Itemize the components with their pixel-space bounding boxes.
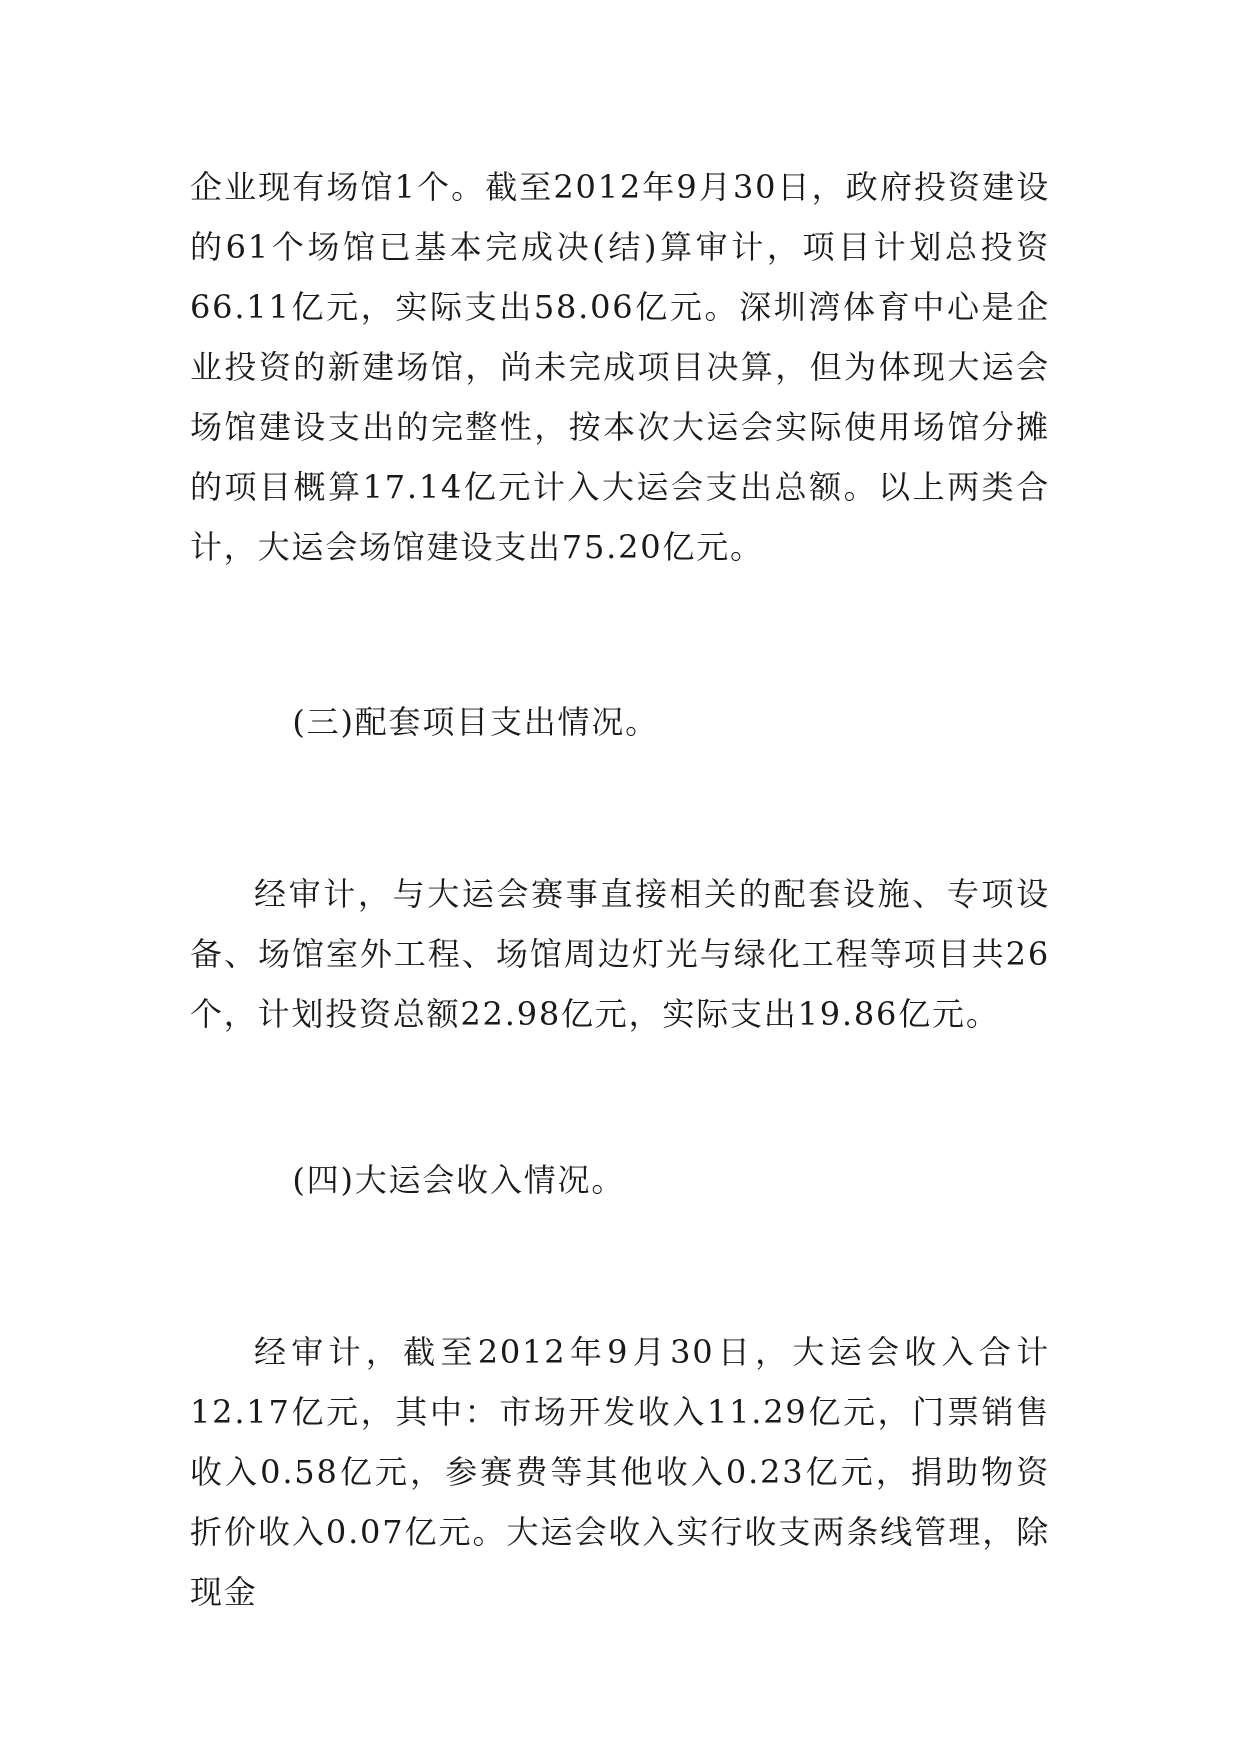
body-paragraph-venue-spending: 企业现有场馆1个。截至2012年9月30日，政府投资建设的61个场馆已基本完成决(结)算审计，项目计划总投资66.11亿元，实际支出58.06亿元。深圳湾体育中心是企业投资的新建场馆，尚未完成项目决算，但为体现大运会场馆建设支出的完整性，按本次大运会实际使用场馆分摊的项目概算17.14亿元计入大运会支出总额。以上两类合计，大运会场馆建设支出75.20亿元。	[190, 168, 1050, 566]
section-heading-supporting-projects: (三)配套项目支出情况。	[292, 703, 659, 741]
section-heading-revenue: (四)大运会收入情况。	[292, 1161, 626, 1199]
body-paragraph-revenue: 经审计，截至2012年9月30日，大运会收入合计12.17亿元，其中：市场开发收入11.29亿元，门票销售收入0.58亿元，参赛费等其他收入0.23亿元，捐助物资折价收入0.07亿元。大运会收入实行收支两条线管理，除现金	[190, 1333, 1050, 1611]
body-paragraph-supporting-projects: 经审计，与大运会赛事直接相关的配套设施、专项设备、场馆室外工程、场馆周边灯光与绿化工程等项目共26个，计划投资总额22.98亿元，实际支出19.86亿元。	[190, 875, 1050, 1033]
